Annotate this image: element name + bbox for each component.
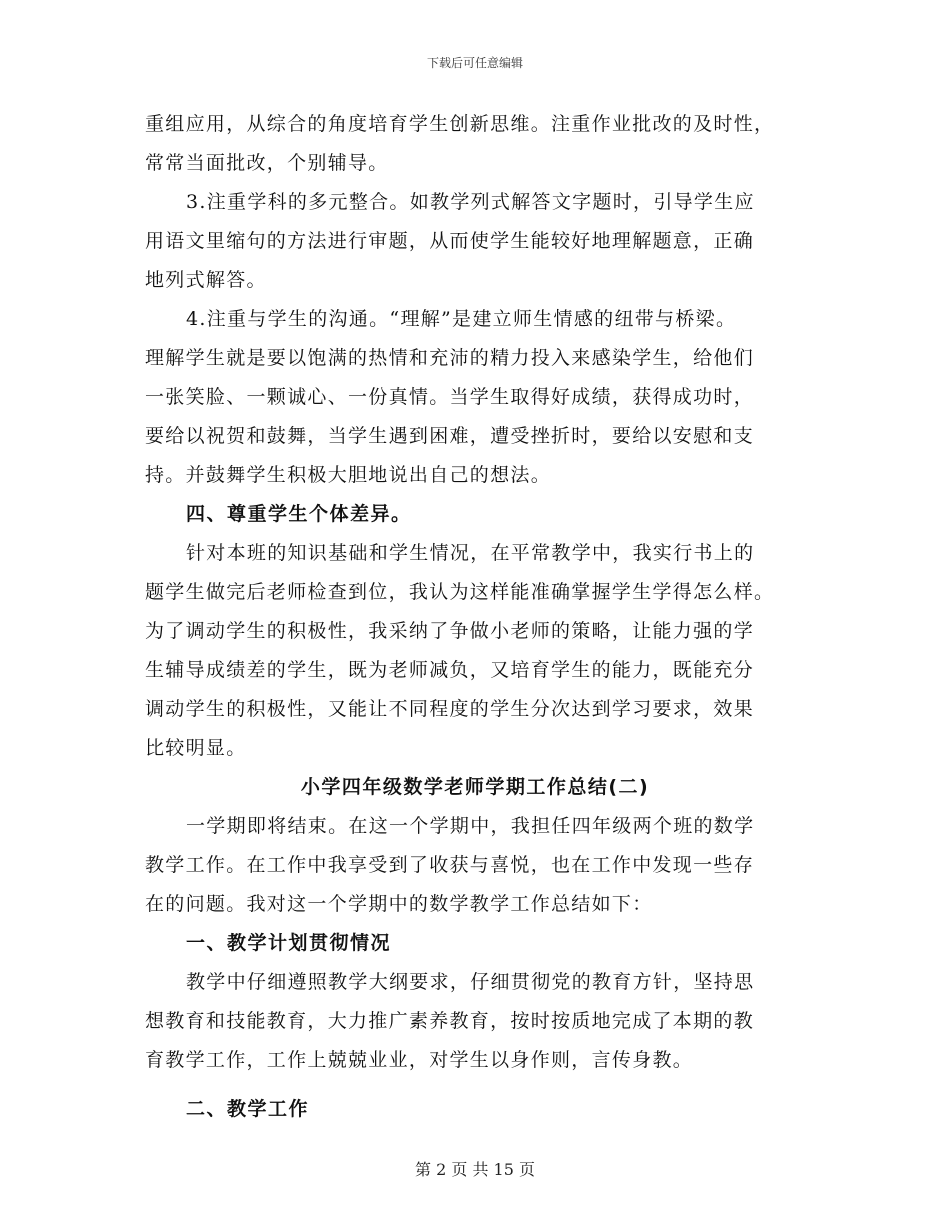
paragraph-line: 在的问题。我对这一个学期中的数学教学工作总结如下： <box>145 893 653 915</box>
spacer <box>145 1080 805 1090</box>
paragraph-line: 持。并鼓舞学生积极大胆地说出自己的想法。 <box>145 464 552 486</box>
paragraph-line: 地列式解答。 <box>145 269 267 291</box>
paragraph-line: 重组应用，从综合的角度培育学生创新思维。注重作业批改的及时性， <box>145 113 775 135</box>
paragraph-line: 为了调动学生的积极性，我采纳了争做小老师的策略，让能力强的学 <box>145 620 755 642</box>
section-heading: 一、教学计划贯彻情况 <box>186 932 392 954</box>
paragraph-line: 教学中仔细遵照教学大纲要求，仔细贯彻党的教育方针，坚持思 <box>186 971 755 993</box>
paragraph-line: 4.注重与学生的沟通。“理解”是建立师生情感的纽带与桥梁。 <box>186 308 737 330</box>
header-note: 下载后可任意编辑 <box>426 56 523 70</box>
page-number: 第 2 页 共 15 页 <box>415 1160 535 1179</box>
document-title: 小学四年级数学老师学期工作总结(二) <box>300 776 650 798</box>
paragraph-line: 题学生做完后老师检查到位，我认为这样能准确掌握学生学得怎么样。 <box>145 581 775 603</box>
section-heading: 四、尊重学生个体差异。 <box>186 503 412 525</box>
paragraph-line: 一学期即将结束。在这一个学期中，我担任四年级两个班的数学 <box>186 815 755 837</box>
paragraph-line: 教学工作。在工作中我享受到了收获与喜悦，也在工作中发现一些存 <box>145 854 755 876</box>
section-heading: 二、教学工作 <box>186 1098 310 1120</box>
paragraph-line: 比较明显。 <box>145 737 247 759</box>
paragraph-line: 调动学生的积极性，又能让不同程度的学生分次达到学习要求，效果 <box>145 698 755 720</box>
paragraph-line: 想教育和技能教育，大力推广素养教育，按时按质地完成了本期的教 <box>145 1010 755 1032</box>
paragraph-line: 要给以祝贺和鼓舞，当学生遇到困难，遭受挫折时，要给以安慰和支 <box>145 425 755 447</box>
paragraph-line: 一张笑脸、一颗诚心、一份真情。当学生取得好成绩，获得成功时， <box>145 386 755 408</box>
paragraph-line: 3.注重学科的多元整合。如教学列式解答文字题时，引导学生应 <box>186 191 755 213</box>
paragraph-line: 针对本班的知识基础和学生情况，在平常教学中，我实行书上的 <box>186 542 755 564</box>
paragraph-line: 生辅导成绩差的学生，既为老师减负，又培育学生的能力，既能充分 <box>145 659 755 681</box>
document-body <box>145 105 805 1129</box>
paragraph-line: 理解学生就是要以饱满的热情和充沛的精力投入来感染学生，给他们 <box>145 347 755 369</box>
paragraph-line: 育教学工作，工作上兢兢业业，对学生以身作则，言传身教。 <box>145 1049 694 1071</box>
paragraph-line: 用语文里缩句的方法进行审题，从而使学生能较好地理解题意，正确 <box>145 230 755 252</box>
paragraph-line: 常常当面批改，个别辅导。 <box>145 152 389 174</box>
